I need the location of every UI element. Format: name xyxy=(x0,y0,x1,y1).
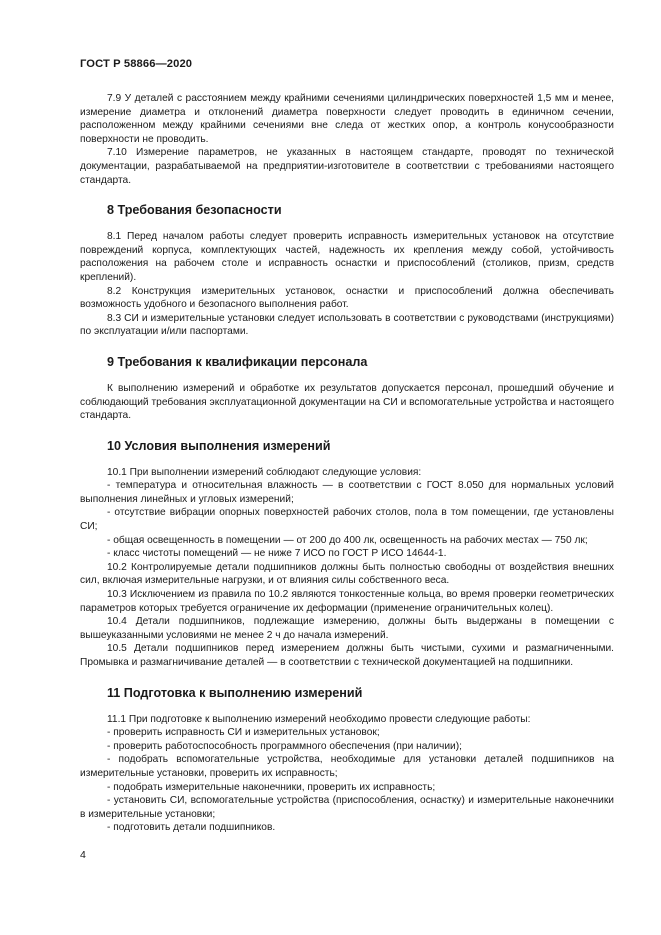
document-header: ГОСТ Р 58866—2020 xyxy=(80,58,193,70)
paragraph: 8.2 Конструкция измерительных установок, оснастки и приспособлений должна обеспечивать возможность удобного и безопасного выполнения работ. xyxy=(80,285,614,311)
paragraph: 10.2 Контролируемые детали подшипников должны быть полностью свободны от воздействия внешних сил, включая измерительные нагрузки, и от влияния силы собственного веса. xyxy=(80,561,614,587)
section-heading: 8 Требования безопасности xyxy=(107,203,282,218)
section-spacer xyxy=(80,339,614,355)
paragraph: 10.3 Исключением из правила по 10.2 являются тонкостенные кольца, во время проверки геометрических параметров которых требуется ограничение их деформации (применение ограничительных колец). xyxy=(80,589,614,614)
paragraph: К выполнению измерений и обработке их результатов допускается персонал, прошедший обучение и соблюдающий требования эксплуатационной документации на СИ и вспомогательные устройства и настоящего стандарта. xyxy=(80,382,614,422)
heading-spacer xyxy=(80,701,614,713)
list-item: - проверить работоспособность программного обеспечения (при наличии); xyxy=(107,740,462,752)
section-heading: 9 Требования к квалификации персонала xyxy=(107,354,368,369)
list-item: - отсутствие вибрации опорных поверхностей рабочих столов, пола в том помещении, где установлены СИ; xyxy=(80,507,614,533)
section-spacer xyxy=(80,423,614,439)
paragraph: 8.3 СИ и измерительные установки следует использовать в соответствии с руководствами (инструкциями) по эксплуатации и/или паспортами. xyxy=(80,312,614,338)
page-number: 4 xyxy=(80,849,86,861)
section-heading: 11 Подготовка к выполнению измерений xyxy=(107,685,363,700)
heading-spacer xyxy=(80,454,614,466)
section-heading: 10 Условия выполнения измерений xyxy=(107,438,331,453)
list-item: - проверить исправность СИ и измерительных установок; xyxy=(107,727,380,739)
list-item: - подобрать вспомогательные устройства, необходимые для установки деталей подшипников на измерительные установки, проверить их исправность; xyxy=(80,754,614,779)
paragraph: 7.9 У деталей с расстоянием между крайними сечениями цилиндрических поверхностей 1,5 мм и менее, измерение диаметра и отклонений диаметра поверхности следует проводить в единичном сечении, расположенном между крайними сечениями вне следа от жестких опор, а контроль конусообразности поверхности не проводить. xyxy=(80,93,614,145)
paragraph: 11.1 При подготовке к выполнению измерений необходимо провести следующие работы: xyxy=(107,713,531,725)
paragraph: 10.5 Детали подшипников перед измерением должны быть чистыми, сухими и размагниченными. Промывка и размагничивание деталей — в соответствии с технической документацией на подшипники. xyxy=(80,643,614,668)
paragraph: 8.1 Перед началом работы следует проверить исправность измерительных установок на отсутствие повреждений корпуса, комплектующих частей, надежность их крепления между собой, устойчивость расположения на рабочем столе и исправность оснастки и приспособлений (столиков, призм, средств креплений). xyxy=(80,231,614,283)
section-spacer xyxy=(80,187,614,203)
paragraph: 10.1 При выполнении измерений соблюдают следующие условия: xyxy=(107,466,422,478)
document-body xyxy=(80,92,614,835)
list-item: - установить СИ, вспомогательные устройства (приспособления, оснастку) и измерительные наконечники в измерительные установки; xyxy=(80,795,614,820)
section-spacer xyxy=(80,670,614,686)
list-item: - температура и относительная влажность — в соответствии с ГОСТ 8.050 для нормальных условий выполнения линейных и угловых измерений; xyxy=(80,480,614,505)
paragraph: 10.4 Детали подшипников, подлежащие измерению, должны быть выдержаны в помещении с вышеуказанными условиями не менее 2 ч до начала измерений. xyxy=(80,616,614,641)
heading-spacer xyxy=(80,218,614,230)
heading-spacer xyxy=(80,370,614,382)
paragraph: 7.10 Измерение параметров, не указанных в настоящем стандарте, проводят по технической документации, разрабатываемой на предприятии-изготовителе в соответствии с требованиями настоящего стандарта. xyxy=(80,147,614,186)
list-item: - подобрать измерительные наконечники, проверить их исправность; xyxy=(107,781,436,793)
list-item: - подготовить детали подшипников. xyxy=(107,822,276,834)
list-item: - общая освещенность в помещении — от 200 до 400 лк, освещенность на рабочих местах — 750 лк; xyxy=(107,534,588,546)
list-item: - класс чистоты помещений — не ниже 7 ИСО по ГОСТ Р ИСО 14644-1. xyxy=(107,548,447,560)
